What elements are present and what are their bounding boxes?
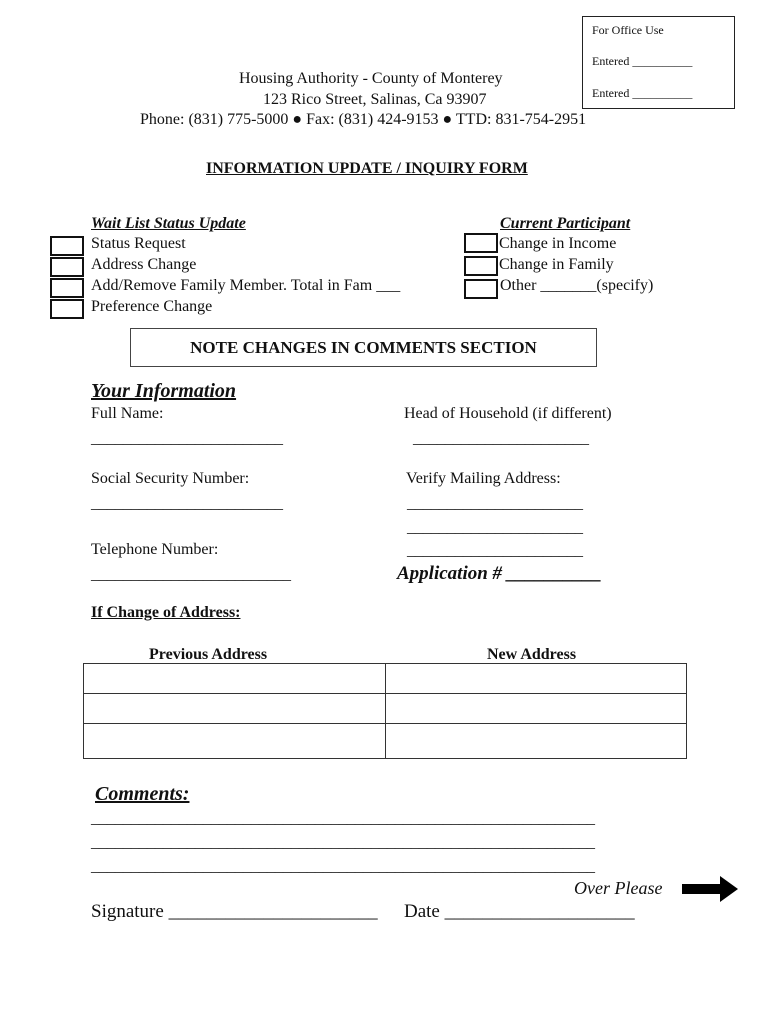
family-change-checkbox[interactable] (464, 256, 498, 276)
comments-line-2[interactable]: _______________________________________________________________ (91, 834, 595, 851)
org-name: Housing Authority - County of Monterey (239, 70, 503, 87)
table-row (84, 664, 687, 694)
over-please-label: Over Please (574, 878, 663, 898)
head-of-household-field[interactable]: ______________________ (413, 430, 589, 447)
org-address: 123 Rico Street, Salinas, Ca 93907 (263, 91, 487, 108)
preference-change-checkbox[interactable] (50, 299, 84, 319)
status-request-checkbox[interactable] (50, 236, 84, 256)
participant-item: Change in Family (499, 256, 614, 273)
family-member-checkbox[interactable] (50, 278, 84, 298)
table-row (84, 694, 687, 724)
wait-list-item: Address Change (91, 256, 197, 273)
new-address-cell[interactable] (386, 724, 687, 759)
ssn-field[interactable]: ________________________ (91, 495, 283, 512)
date-field[interactable]: Date ____________________ (404, 901, 635, 922)
previous-address-cell[interactable] (84, 694, 386, 724)
wait-list-item: Preference Change (91, 298, 213, 315)
comments-line-3[interactable]: _______________________________________________________________ (91, 858, 595, 875)
participant-item: Change in Income (499, 235, 617, 252)
office-entered-1[interactable]: Entered __________ (592, 54, 693, 68)
previous-address-cell[interactable] (84, 724, 386, 759)
form-title: INFORMATION UPDATE / INQUIRY FORM (206, 160, 528, 177)
telephone-label: Telephone Number: (91, 541, 219, 558)
your-information-heading: Your Information (91, 380, 237, 402)
other-checkbox[interactable] (464, 279, 498, 299)
previous-address-header: Previous Address (149, 646, 268, 663)
wait-list-item: Status Request (91, 235, 186, 252)
mailing-address-field-2[interactable]: ______________________ (407, 519, 583, 536)
office-use-title: For Office Use (592, 23, 664, 37)
comments-line-1[interactable]: _______________________________________________________________ (91, 810, 595, 827)
head-of-household-label: Head of Household (if different) (404, 405, 612, 422)
arrow-right-icon (682, 876, 738, 902)
ssn-label: Social Security Number: (91, 470, 250, 487)
mailing-address-label: Verify Mailing Address: (406, 470, 561, 487)
comments-heading: Comments: (95, 783, 190, 805)
new-address-header: New Address (487, 646, 577, 663)
previous-address-cell[interactable] (84, 664, 386, 694)
participant-item: Other _______(specify) (500, 277, 654, 294)
signature-field[interactable]: Signature ______________________ (91, 901, 378, 922)
income-change-checkbox[interactable] (464, 233, 498, 253)
note-changes-box: NOTE CHANGES IN COMMENTS SECTION (130, 328, 597, 367)
address-change-checkbox[interactable] (50, 257, 84, 277)
office-use-box (582, 16, 735, 109)
table-row (84, 724, 687, 759)
org-contact: Phone: (831) 775-5000 ● Fax: (831) 424-9153 ● TTD: 831-754-2951 (140, 111, 587, 128)
address-table (83, 663, 687, 759)
new-address-cell[interactable] (386, 694, 687, 724)
full-name-label: Full Name: (91, 405, 164, 422)
telephone-field[interactable]: _________________________ (91, 566, 291, 583)
participant-heading: Current Participant (500, 215, 631, 232)
mailing-address-field-1[interactable]: ______________________ (407, 495, 583, 512)
wait-list-item: Add/Remove Family Member. Total in Fam ___ (91, 277, 401, 294)
application-number-field[interactable]: Application # __________ (397, 563, 602, 584)
office-entered-2[interactable]: Entered __________ (592, 86, 693, 100)
mailing-address-field-3[interactable]: ______________________ (407, 542, 583, 559)
new-address-cell[interactable] (386, 664, 687, 694)
full-name-field[interactable]: ________________________ (91, 430, 283, 447)
address-change-heading: If Change of Address: (91, 604, 241, 621)
wait-list-heading: Wait List Status Update (91, 215, 246, 232)
